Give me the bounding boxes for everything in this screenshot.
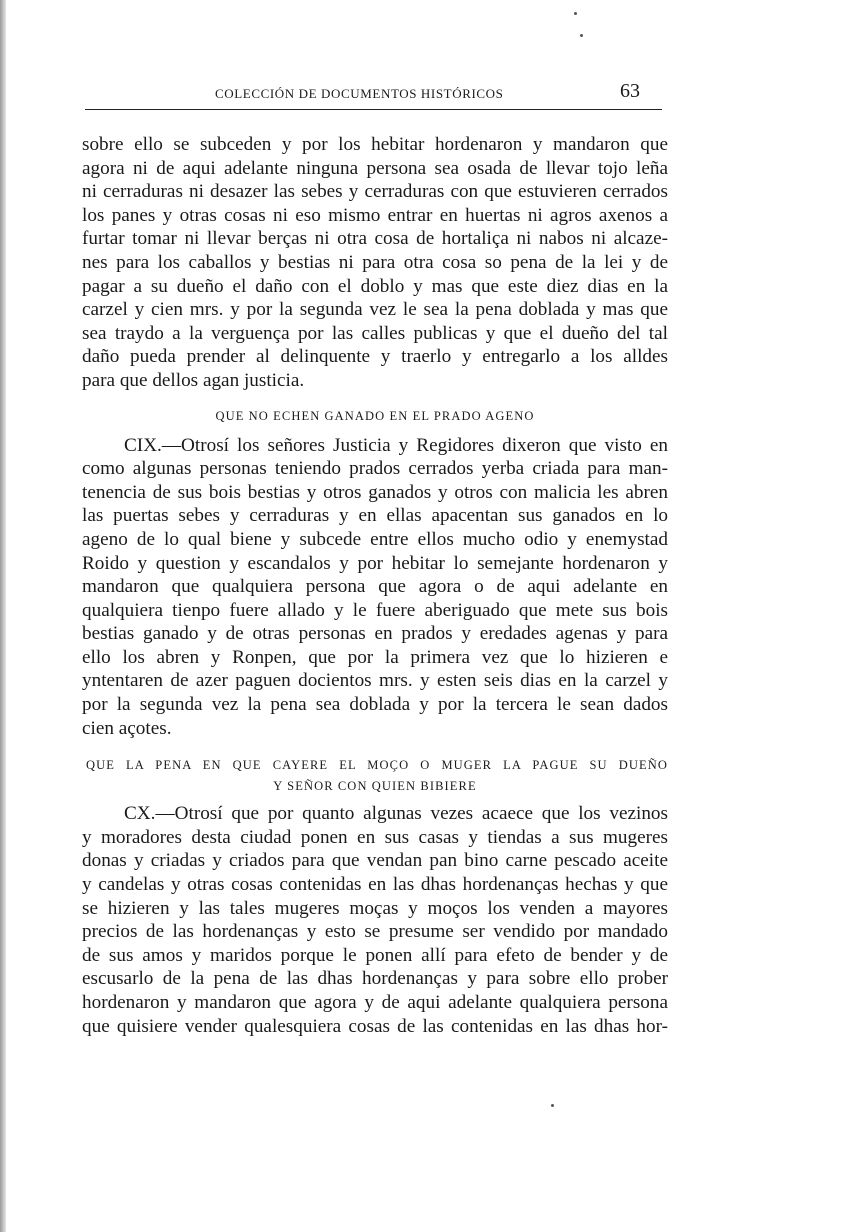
text-line: nes para los caballos y bestias ni para otra cosa so pena de la lei y de [82, 251, 668, 273]
page-header [85, 74, 662, 110]
section-heading-cx-line-2: Y SEÑOR CON QUIEN BIBIERE [273, 779, 477, 794]
text-line: ello los abren y Ronpen, que por la primera vez que lo hizieren e [82, 646, 668, 668]
text-line: ni cerraduras ni desazer las sebes y cerraduras con que estuvieren cerrados [82, 181, 668, 203]
text-line: cien açotes. [82, 717, 172, 739]
text-line: de sus amos y maridos porque le ponen allí para efeto de bender y de [82, 944, 668, 966]
section-heading-cix: QUE NO ECHEN GANADO EN EL PRADO AGENO [215, 408, 535, 423]
text-line: para que dellos agan justicia. [82, 369, 305, 391]
header-rule [85, 109, 662, 111]
text-line: donas y criadas y criados para que vendan pan bino carne pescado aceite [82, 850, 668, 872]
text-line: por la segunda vez la pena sea doblada y por la tercera le sean dados [82, 694, 668, 716]
ink-speck [580, 34, 583, 37]
text-line: precios de las hordenanças y esto se presume ser vendido por mandado [82, 921, 668, 943]
text-line: qualquiera tienpo fuere allado y le fuere aberiguado que mete sus bois [82, 599, 668, 621]
body-text [82, 133, 668, 1038]
text-line: hordenaron y mandaron que agora y de aqui adelante qualquiera persona [82, 992, 668, 1013]
paragraph-continuation [82, 133, 668, 393]
binding-edge [0, 0, 6, 1232]
text-line: tenencia de sus bois bestias y otros ganados y otros con malicia les abren [82, 481, 668, 503]
running-title: COLECCIÓN DE DOCUMENTOS HISTÓRICOS [215, 86, 504, 101]
ink-speck [551, 1104, 554, 1107]
text-line: como algunas personas teniendo prados cerrados yerba criada para man- [82, 458, 668, 480]
text-line: y moradores desta ciudad ponen en sus casas y tiendas a sus mugeres [82, 826, 668, 848]
text-line: daño pueda prender al delinquente y traerlo y entregarlo a los alldes [82, 346, 668, 368]
text-line: CX.—Otrosí que por quanto algunas vezes acaece que los vezinos [124, 803, 668, 825]
text-line: yntentaren de azer paguen docientos mrs. y esten seis dias en la carzel y [82, 670, 668, 692]
text-line: se hizieren y las tales mugeres moças y moços los venden a mayores [82, 897, 668, 919]
text-line: sobre ello se subceden y por los hebitar hordenaron y mandaron que [82, 134, 668, 155]
text-line: CIX.—Otrosí los señores Justicia y Regidores dixeron que visto en [124, 434, 668, 456]
paragraph-cx [82, 802, 668, 1038]
text-line: las puertas sebes y cerraduras y en ellas apacentan sus ganados en lo [82, 505, 668, 527]
text-line: los panes y otras cosas ni eso mismo entrar en huertas ni agros axenos a [82, 204, 668, 226]
text-line: escusarlo de la pena de las dhas hordenanças y para sobre ello prober [82, 968, 668, 990]
text-line: ageno de lo qual biene y subcede entre ellos mucho odio y enemystad [82, 528, 668, 550]
text-line: furtar tomar ni llevar berças ni otra cosa de hortaliça ni nabos ni alcaze- [82, 228, 668, 250]
text-line: Roido y question y escandalos y por hebitar lo semejante hordenaron y [82, 552, 668, 574]
text-line: que quisiere vender qualesquiera cosas de las contenidas en las dhas hor- [82, 1015, 668, 1037]
page-number: 63 [620, 80, 640, 102]
text-line: mandaron que qualquiera persona que agora o de aqui adelante en [82, 576, 668, 598]
text-line: agora ni de aqui adelante ninguna persona sea osada de llevar tojo leña [82, 157, 668, 179]
text-line: carzel y cien mrs. y por la segunda vez le sea la pena doblada y mas que [82, 299, 668, 321]
paragraph-cix [82, 434, 668, 741]
text-line: pagar a su dueño el daño con el doblo y mas que este diez dias en la [82, 275, 668, 297]
section-heading-cx-line-1: QUE LA PENA EN QUE CAYERE EL MOÇO O MUGER LA PAGUE SU DUEÑO [86, 758, 668, 773]
ink-speck [574, 12, 577, 15]
text-line: bestias ganado y de otras personas en prados y eredades agenas y para [82, 623, 668, 645]
text-line: sea traydo a la verguença por las calles publicas y que el dueño del tal [82, 322, 668, 344]
text-line: y candelas y otras cosas contenidas en las dhas hordenanças hechas y que [82, 874, 668, 896]
